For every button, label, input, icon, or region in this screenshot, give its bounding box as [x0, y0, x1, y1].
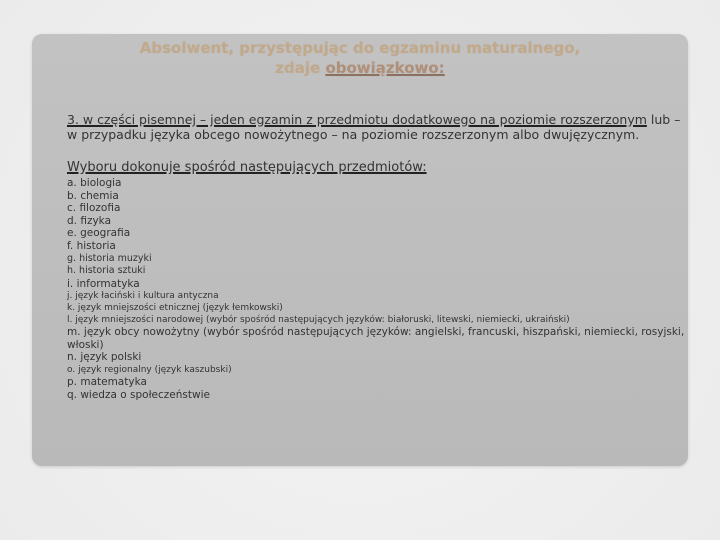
- point-3-line-2: w przypadku języka obcego nowożytnego – na poziomie rozszerzonym albo dwujęzycznym.: [67, 127, 640, 142]
- list-item: k. język mniejszości etnicznej (język łemkowski): [67, 303, 283, 314]
- list-item: m. język obcy nowożytny (wybór spośród następujących języków: angielski, francuski, hiszpański, niemiecki, rosyjski, włoski): [67, 326, 688, 351]
- list-item: e. geografia: [67, 227, 131, 240]
- choice-heading: Wyboru dokonuje spośród następujących przedmiotów:: [67, 160, 427, 175]
- list-item: q. wiedza o społeczeństwie: [67, 388, 210, 401]
- slide-body: [67, 112, 687, 401]
- point-3-paragraph: [67, 112, 687, 142]
- title-line-2: [60, 58, 660, 78]
- point-3-rest: lub –: [646, 112, 681, 127]
- list-item: g. historia muzyki: [67, 252, 152, 264]
- list-item: p. matematyka: [67, 375, 147, 388]
- list-item: b. chemia: [67, 189, 119, 202]
- list-item: h. historia sztuki: [67, 265, 146, 277]
- list-item: d. fizyka: [67, 214, 112, 227]
- title-line-2-prefix: zdaje: [275, 59, 326, 77]
- list-item: f. historia: [67, 239, 116, 252]
- subject-list: [67, 177, 687, 401]
- list-item: n. język polski: [67, 351, 142, 364]
- title-line-1: Absolwent, przystępując do egzaminu maturalnego,: [139, 39, 581, 57]
- list-item: a. biologia: [67, 177, 122, 189]
- slide-title: [60, 38, 660, 78]
- list-item: l. język mniejszości narodowej (wybór spośród następujących języków: białoruski, litewski, niemiecki, ukraiński): [67, 315, 570, 326]
- list-item: j. język łaciński i kultura antyczna: [67, 291, 219, 302]
- title-underlined-word: obowiązkowo:: [325, 59, 445, 77]
- list-item: c. filozofia: [67, 202, 121, 215]
- point-3-underlined-text: 3. w części pisemnej – jeden egzamin z przedmiotu dodatkowego na poziomie rozszerzonym: [67, 112, 647, 127]
- list-item: i. informatyka: [67, 277, 140, 290]
- list-item: o. język regionalny (język kaszubski): [67, 364, 232, 375]
